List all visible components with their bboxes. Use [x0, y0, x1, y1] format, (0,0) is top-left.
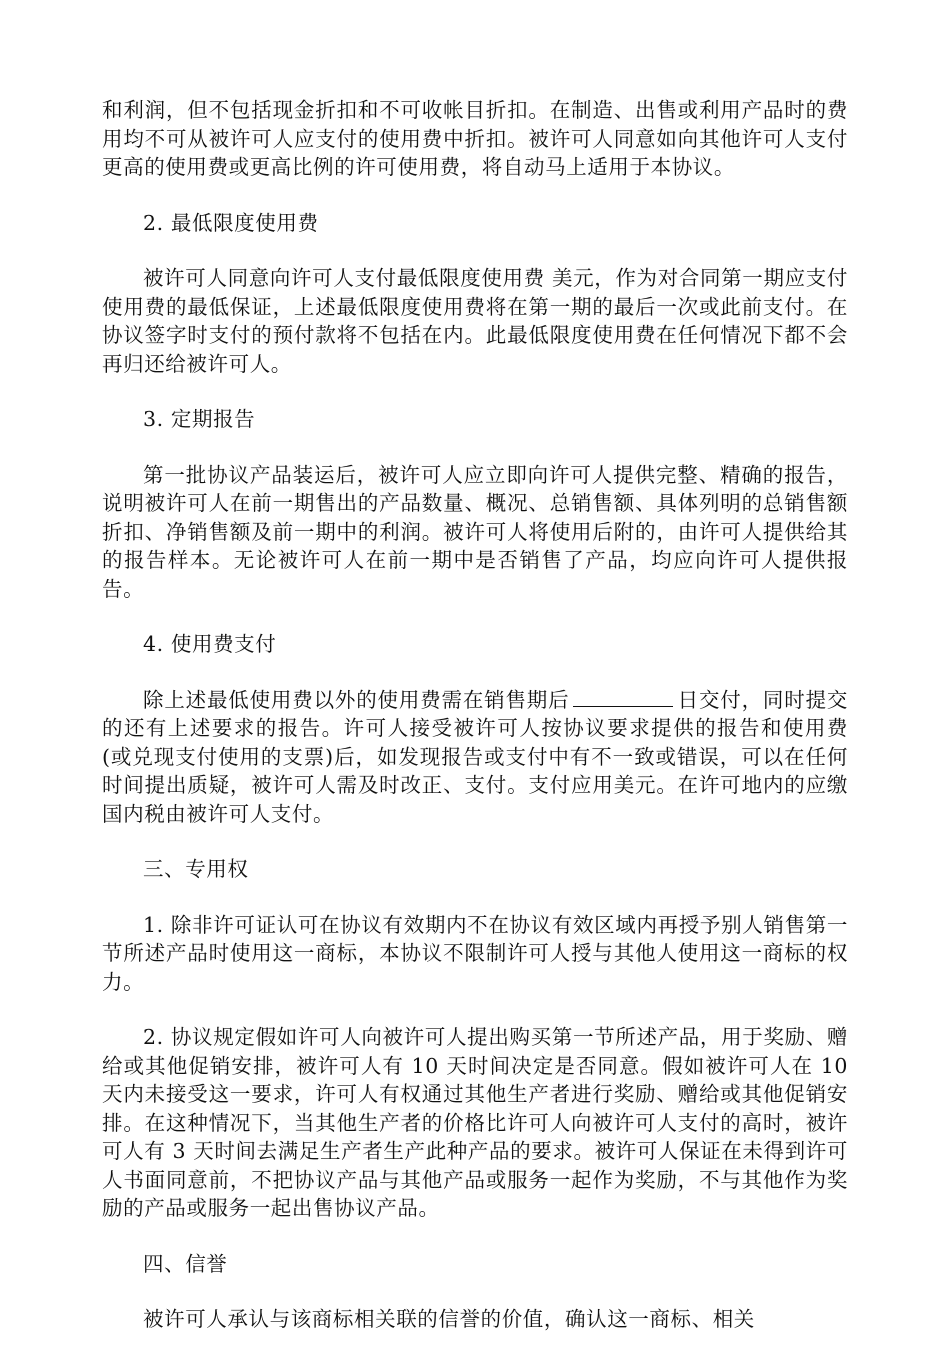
blank-days-field: [573, 688, 673, 707]
heading-royalty-payment: 4. 使用费支付: [143, 632, 277, 656]
heading-minimum-royalty: 2. 最低限度使用费: [143, 210, 319, 235]
heading-goodwill: 四、信誉: [143, 1251, 228, 1276]
paragraph-goodwill: 被许可人承认与该商标相关联的信誉的价值，确认这一商标、相关: [143, 1307, 755, 1331]
paragraph-periodic-report: 第一批协议产品装运后，被许可人应立即向许可人提供完整、精确的报告，说明被许可人在前一期售出的产品数量、概况、总销售额、具体列明的总销售额折扣、净销售额及前一期中的利润。被许可人将使用后附的，由许可人提供给其的报告样本。无论被许可人在前一期中是否销售了产品，均应向许可人提供报告。: [102, 462, 848, 601]
paragraph-royalty-base: 和利润，但不包括现金折扣和不可收帐目折扣。在制造、出售或利用产品时的费用均不可从被许可人应支付的使用费中折扣。被许可人同意如向其他许可人支付更高的使用费或更高比例的许可使用费，将自动马上适用于本协议。: [102, 98, 848, 179]
paragraph-royalty-payment: [102, 686, 848, 829]
paragraph-exclusive-right-2: 2. 协议规定假如许可人向被许可人提出购买第一节所述产品，用于奖励、赠给或其他促销安排，被许可人有 10 天时间决定是否同意。假如被许可人在 10 天内未接受这一要求，许可人有权通过其他生产者进行奖励、赠给或其他促销安排。在这种情况下，当其他生产者的价格比许可人向被许可人支付的高时，被许可人有 3 天时间去满足生产者生产此种产品的要求。被许可人保证在未得到许可人书面同意前，不把协议产品与其他产品或服务一起作为奖励，不与其他作为奖励的产品或服务一起出售协议产品。: [102, 1025, 848, 1220]
document-page: [102, 96, 848, 1361]
heading-exclusive-right: 三、专用权: [143, 857, 249, 881]
payment-text-start: 除上述最低使用费以外的使用费需在销售期后: [143, 687, 570, 712]
paragraph-exclusive-right-1: 1. 除非许可证认可在协议有效期内不在协议有效区域内再授予别人销售第一节所述产品时使用这一商标，本协议不限制许可人授与其他人使用这一商标的权力。: [102, 912, 848, 994]
payment-text-end: 日交付，同时提交的还有上述要求的报告。许可人接受被许可人按协议要求提供的报告和使用费(或兑现支付使用的支票)后，如发现报告或支付中有不一致或错误，可以在任何时间提出质疑，被许可人需及时改正、支付。支付应用美元。在许可地内的应缴国内税由被许可人支付。: [102, 687, 848, 826]
paragraph-minimum-royalty: 被许可人同意向许可人支付最低限度使用费 美元，作为对合同第一期应支付使用费的最低保证，上述最低限度使用费将在第一期的最后一次或此前支付。在协议签字时支付的预付款将不包括在内。此最低限度使用费在任何情况下都不会再归还给被许可人。: [102, 266, 848, 376]
heading-periodic-report: 3. 定期报告: [143, 407, 256, 431]
